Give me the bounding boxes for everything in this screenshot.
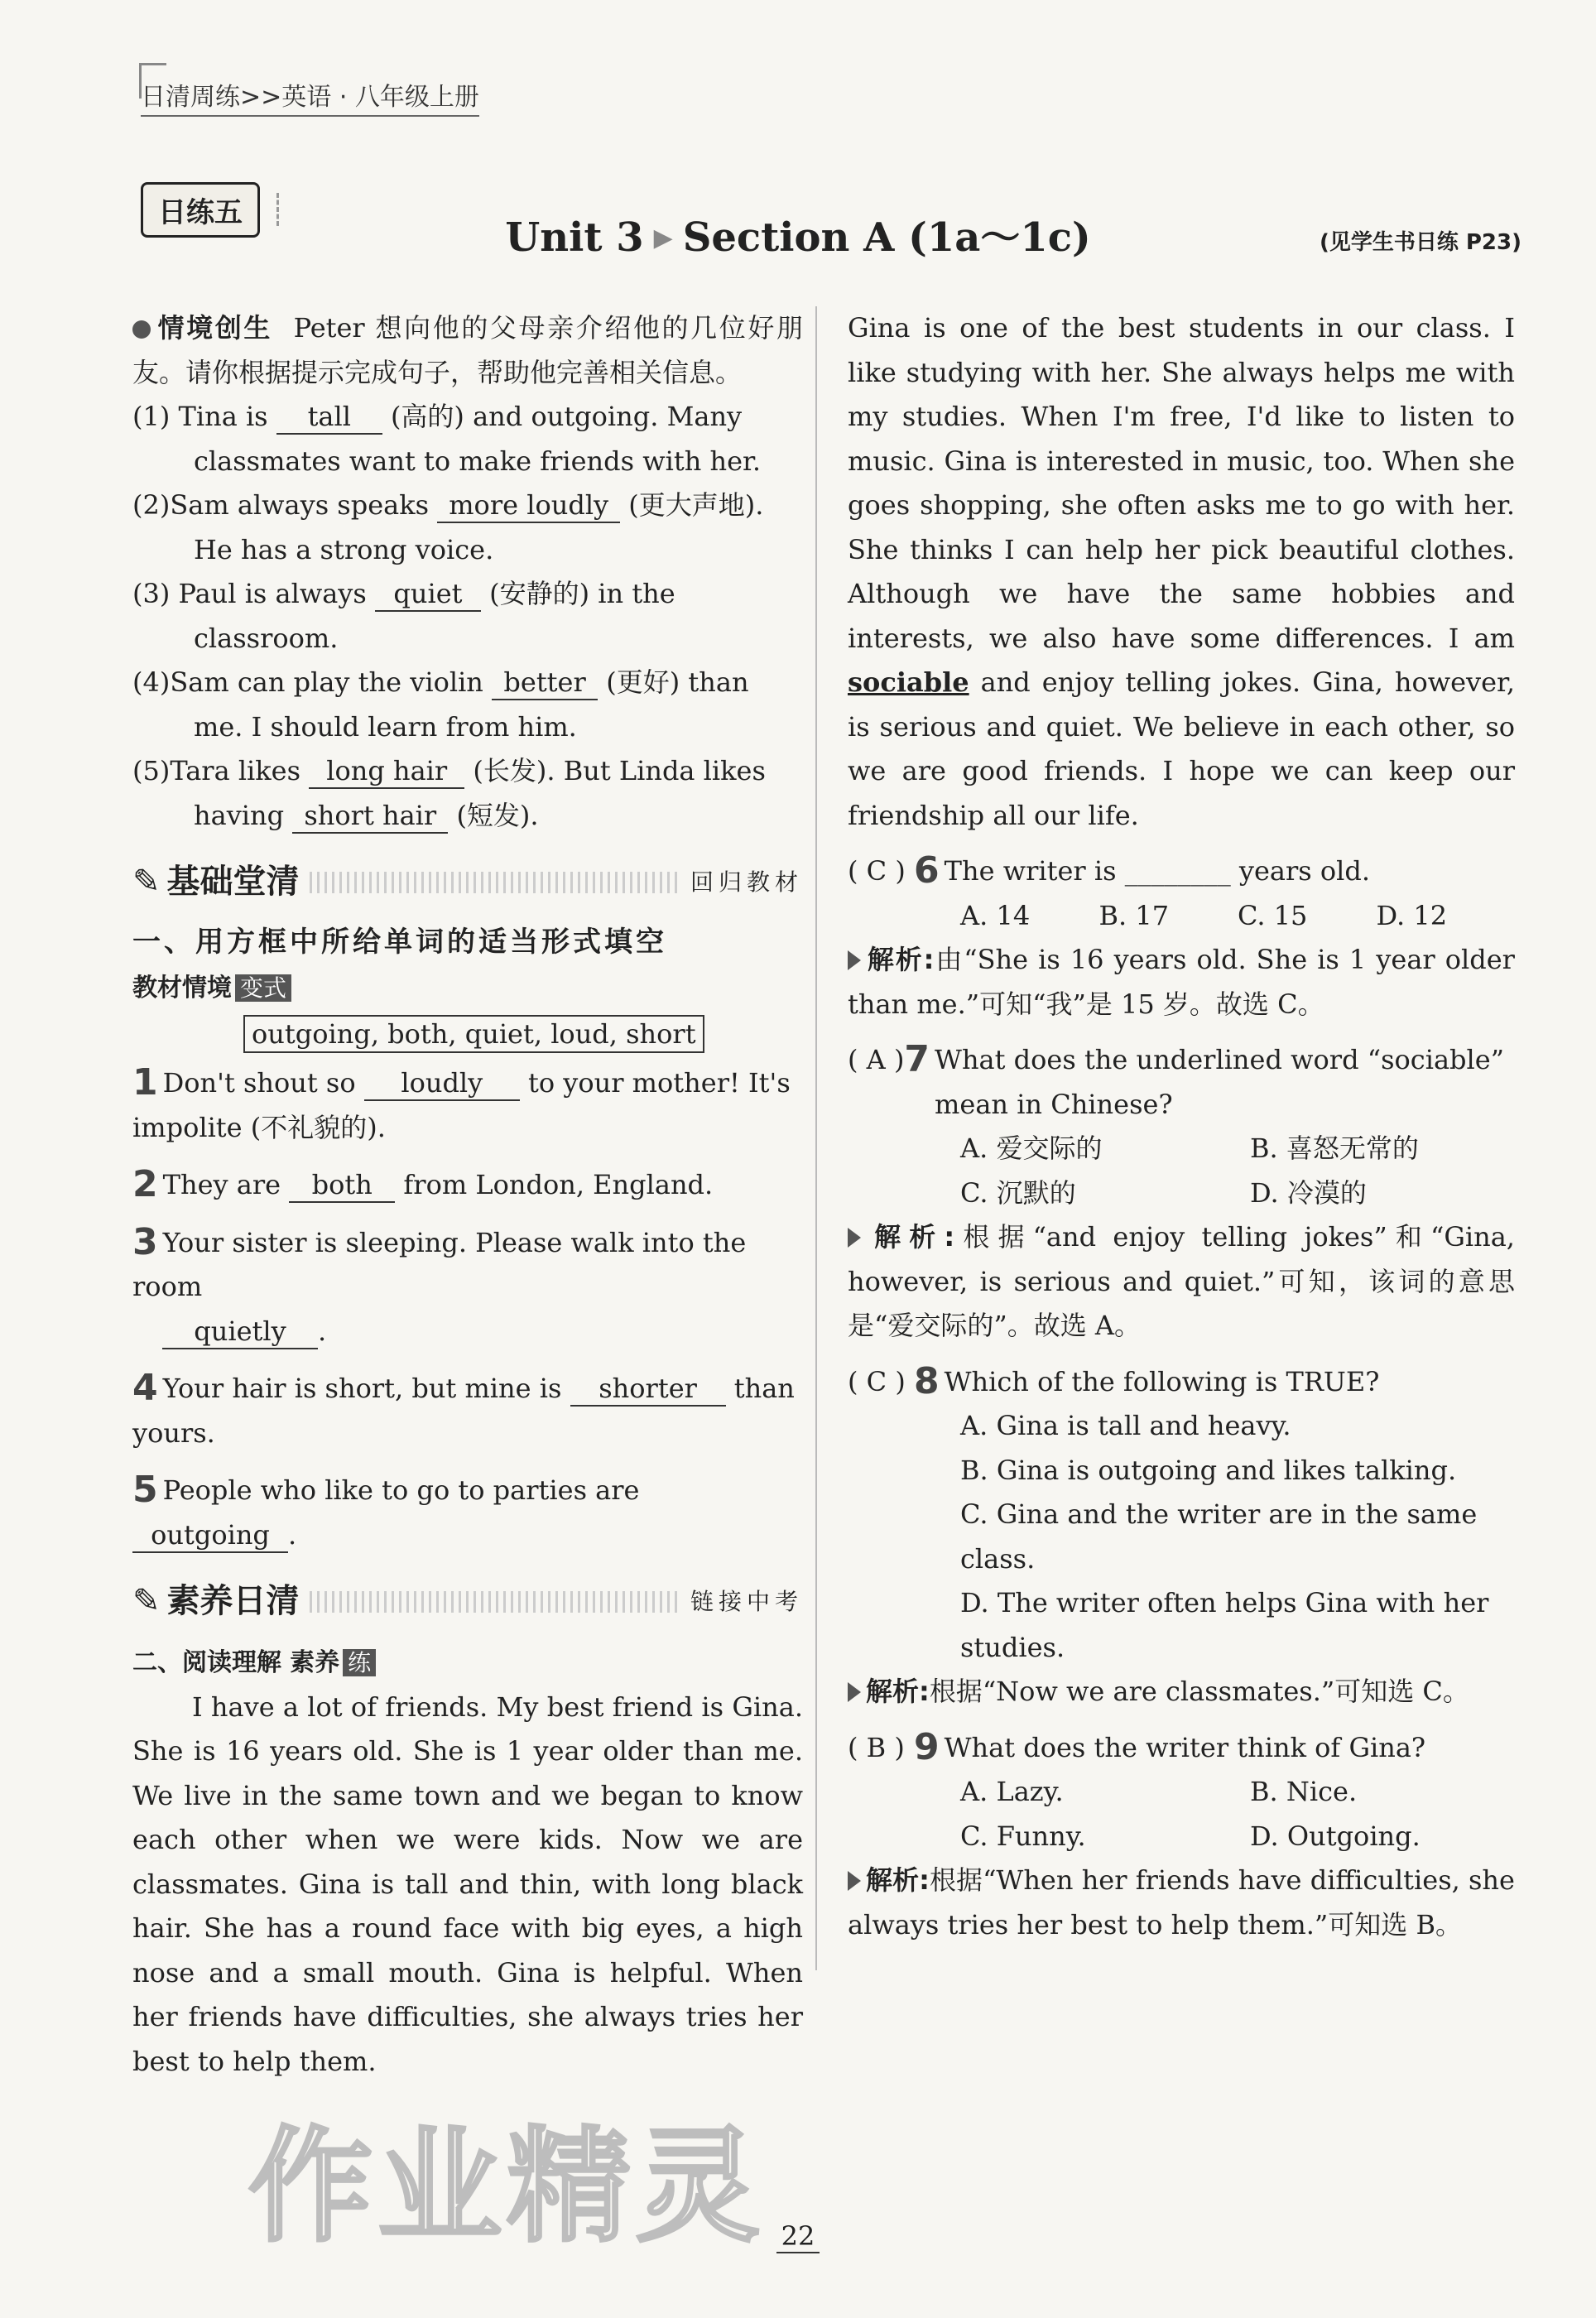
answer-blank: outgoing bbox=[132, 1518, 288, 1553]
option-a: A. Lazy. bbox=[960, 1776, 1064, 1807]
pen-check-icon: ✎ bbox=[132, 1582, 161, 1621]
answer-blank: quiet bbox=[375, 577, 481, 612]
scenario-item-5 bbox=[132, 749, 803, 838]
watermark: 作业精灵 bbox=[248, 2115, 766, 2259]
answer-blank: tall bbox=[276, 400, 382, 435]
item-pre: Sam can play the violin bbox=[170, 666, 483, 698]
header-arrow: >> bbox=[240, 83, 282, 112]
option-a: A. 爱交际的 bbox=[960, 1133, 1103, 1164]
item-post: in the bbox=[598, 578, 675, 609]
question-number: 4 bbox=[132, 1367, 158, 1409]
question-number: 6 bbox=[914, 849, 940, 892]
literacy-tag: 素养 bbox=[290, 1648, 340, 1677]
passage-paragraph-1: I have a lot of friends. My best friend is Gina. She is 16 years old. She is 1 year older than me. We live in the same town and we began to know each other when we were kids. Now we are classmates. Gina is tall and thin, with long black hair. She has a round face with big eyes, a high nose and a small mouth. Gina is helpful. When her friends have difficulties, she always tries her best to help them. bbox=[132, 1690, 803, 2077]
q-post: . bbox=[288, 1518, 297, 1551]
practice-tag: 练 bbox=[343, 1649, 376, 1676]
question-stem: The writer is ________ years old. bbox=[944, 855, 1371, 887]
item-pre: Tina is bbox=[178, 401, 268, 432]
scenario-label: 情境创生 bbox=[156, 312, 273, 344]
literacy-title: 素养日清 bbox=[166, 1582, 300, 1621]
item-num: (2) bbox=[132, 489, 171, 521]
explanation bbox=[848, 1859, 1515, 1947]
option-c: C. 15 bbox=[1238, 899, 1308, 931]
explanation bbox=[848, 938, 1515, 1027]
q-pre: Don't shout so bbox=[162, 1067, 356, 1099]
textbook-tag: 教材情境 bbox=[132, 973, 232, 1003]
bar-fade bbox=[310, 872, 680, 893]
page-number bbox=[0, 2220, 1596, 2252]
variant-tag: 变式 bbox=[235, 974, 291, 1002]
item-line2: classroom. bbox=[194, 622, 339, 654]
pen-check-icon: ✎ bbox=[132, 863, 161, 902]
basic-question-1 bbox=[132, 1058, 803, 1150]
explanation bbox=[848, 1670, 1515, 1714]
item-line2-post: (短发). bbox=[456, 799, 539, 831]
basics-side-label: 回归教材 bbox=[690, 868, 803, 897]
item-pre: Sam always speaks bbox=[170, 489, 430, 521]
question-number: 2 bbox=[132, 1163, 158, 1205]
lightbulb-icon bbox=[132, 320, 151, 339]
option-c: C. Funny. bbox=[960, 1820, 1086, 1852]
item-num: (4) bbox=[132, 666, 171, 698]
item-num: (5) bbox=[132, 755, 171, 786]
underlined-word: sociable bbox=[848, 666, 969, 698]
explanation-label: 解析: bbox=[866, 1221, 955, 1253]
basic-question-2 bbox=[132, 1160, 803, 1208]
item-hint: (长发). But Linda likes bbox=[473, 755, 766, 786]
q-post: . bbox=[318, 1315, 327, 1347]
q-post: to your mother! It's bbox=[527, 1067, 791, 1099]
item-hint: (安静的) bbox=[489, 578, 590, 609]
q-line2: yours. bbox=[132, 1416, 215, 1449]
answer-choice: ( A ) bbox=[848, 1044, 905, 1075]
item-num: (1) bbox=[132, 401, 171, 432]
item-line2: classmates want to make friends with her. bbox=[194, 445, 761, 477]
item-hint: (高的) bbox=[390, 401, 464, 432]
unit-number: Unit 3 bbox=[505, 214, 644, 261]
explanation-text: 根据“When her friends have difficulties, she always tries her best to help them.”可知选 B。 bbox=[848, 1864, 1515, 1940]
question-number: 1 bbox=[132, 1061, 158, 1104]
scenario-item-1 bbox=[132, 395, 803, 483]
item-line2-pre: having bbox=[194, 799, 285, 831]
page-number-text: 22 bbox=[776, 2220, 820, 2253]
question-number: 7 bbox=[904, 1038, 930, 1080]
right-column bbox=[848, 306, 1515, 1947]
explanation bbox=[848, 1215, 1515, 1349]
item-post: than bbox=[688, 666, 749, 698]
question-8 bbox=[848, 1357, 1515, 1714]
explanation-text: 根据“and enjoy telling jokes”和“Gina, however, is serious and quiet.”可知，该词的意思是“爱交际的”。故选 A。 bbox=[848, 1221, 1515, 1341]
scenario-item-2 bbox=[132, 483, 803, 572]
q-post: from London, England. bbox=[403, 1169, 714, 1200]
literacy-side-label: 链接中考 bbox=[690, 1588, 803, 1616]
question-6 bbox=[848, 846, 1515, 1027]
question-stem: Which of the following is TRUE? bbox=[944, 1365, 1380, 1397]
question-number: 9 bbox=[914, 1725, 940, 1768]
option-b: B. 17 bbox=[1098, 899, 1170, 931]
see-student-book: (见学生书日练 P23) bbox=[1319, 230, 1521, 255]
question-number: 5 bbox=[132, 1469, 158, 1511]
left-column bbox=[132, 306, 803, 2084]
answer-blank: quietly bbox=[162, 1315, 318, 1349]
option-b: B. Gina is outgoing and likes talking. bbox=[960, 1454, 1457, 1486]
arrow-icon bbox=[848, 1871, 861, 1891]
question-stem: What does the writer think of Gina? bbox=[944, 1731, 1426, 1763]
item-post: and outgoing. Many bbox=[473, 401, 743, 432]
item-pre: Tara likes bbox=[170, 755, 301, 786]
passage-part-a: Gina is one of the best students in our class. I like studying with her. She always helps me with my studies. When I'm free, I'd like to listen to music. Gina is interested in music, too. When she goes shopping, she often asks me to go with her. She thinks I can help her pick beautiful clothes. Although we have the same hobbies and interests, we also have some differences. I am bbox=[848, 312, 1515, 654]
item-num: (3) bbox=[132, 578, 171, 609]
option-a: A. 14 bbox=[960, 899, 1031, 931]
explanation-label: 解析: bbox=[866, 1864, 930, 1896]
scenario-item-4 bbox=[132, 661, 803, 749]
item-hint: (更大声地). bbox=[628, 489, 764, 521]
arrow-icon bbox=[848, 1228, 861, 1248]
answer-blank: long hair bbox=[309, 754, 464, 789]
answer-choice: ( C ) bbox=[848, 1365, 906, 1397]
passage-part-b: and enjoy telling jokes. Gina, however, is serious and quiet. We believe in each other, so we are good friends. I hope we can keep our friendship all our life. bbox=[848, 666, 1516, 831]
basics-section-bar bbox=[132, 849, 803, 916]
basic-question-3 bbox=[132, 1218, 803, 1354]
day-tag: 日练五 bbox=[141, 182, 260, 238]
item-hint: (更好) bbox=[606, 666, 680, 698]
reading-heading: 二、阅读理解 bbox=[132, 1648, 281, 1677]
option-c: C. Gina and the writer are in the same class. bbox=[960, 1498, 1478, 1575]
question-9 bbox=[848, 1723, 1515, 1948]
scenario-item-3 bbox=[132, 572, 803, 661]
answer-blank: more loudly bbox=[437, 488, 620, 523]
answer-blank: loudly bbox=[364, 1066, 520, 1101]
scenario-intro bbox=[132, 306, 803, 395]
bar-fade bbox=[310, 1591, 680, 1613]
basic-question-5 bbox=[132, 1465, 803, 1557]
q-line2: impolite (不礼貌的). bbox=[132, 1111, 386, 1143]
option-a: A. Gina is tall and heavy. bbox=[960, 1410, 1291, 1441]
passage-paragraph-2 bbox=[848, 306, 1515, 838]
option-b: B. 喜怒无常的 bbox=[1250, 1133, 1419, 1164]
arrow-icon bbox=[848, 1682, 861, 1702]
option-d: D. The writer often helps Gina with her studies. bbox=[960, 1587, 1489, 1663]
explanation-text: 由“She is 16 years old. She is 1 year older than me.”可知“我”是 15 岁。故选 C。 bbox=[848, 944, 1515, 1020]
q-post: than bbox=[733, 1373, 795, 1404]
explanation-label: 解析: bbox=[866, 944, 935, 975]
basic-question-4 bbox=[132, 1363, 803, 1455]
option-d: D. Outgoing. bbox=[1250, 1820, 1421, 1852]
basics-title: 基础堂清 bbox=[166, 863, 300, 902]
q-text: Your sister is sleeping. Please walk into the room bbox=[132, 1226, 747, 1302]
word-box: outgoing, both, quiet, loud, short bbox=[243, 1015, 704, 1053]
book-name: 日清周练 bbox=[141, 83, 240, 112]
option-c: C. 沉默的 bbox=[960, 1176, 1076, 1209]
explanation-label: 解析: bbox=[866, 1676, 930, 1707]
answer-blank: better bbox=[492, 666, 598, 700]
triangle-icon: ▶ bbox=[653, 224, 673, 252]
question-number: 3 bbox=[132, 1220, 158, 1263]
section-label: Section A (1a～1c) bbox=[682, 214, 1091, 261]
item-pre: Paul is always bbox=[178, 578, 367, 609]
option-d: D. 12 bbox=[1376, 899, 1448, 931]
option-b: B. Nice. bbox=[1250, 1776, 1358, 1807]
question-stem: What does the underlined word “sociable” mean in Chinese? bbox=[935, 1044, 1505, 1120]
scenario-text: Peter 想向他的父母亲介绍他的几位好朋友。请你根据提示完成句子，帮助他完善相关信息。 bbox=[132, 312, 803, 388]
q-pre: They are bbox=[162, 1169, 281, 1200]
subject-label: 英语 · 八年级上册 bbox=[281, 83, 479, 112]
answer-choice: ( C ) bbox=[848, 855, 906, 887]
question-number: 8 bbox=[914, 1359, 940, 1402]
q-pre: People who like to go to parties are bbox=[162, 1474, 640, 1506]
column-divider bbox=[815, 306, 817, 1970]
explanation-text: 根据“Now we are classmates.”可知选 C。 bbox=[929, 1676, 1469, 1707]
arrow-icon bbox=[848, 950, 861, 970]
question-7 bbox=[848, 1035, 1515, 1349]
answer-choice: ( B ) bbox=[848, 1731, 905, 1763]
answer-blank: short hair bbox=[292, 799, 448, 834]
item-line2: He has a strong voice. bbox=[194, 533, 494, 565]
item-line2: me. I should learn from him. bbox=[194, 710, 577, 743]
book-header bbox=[141, 76, 479, 113]
answer-blank: both bbox=[289, 1168, 395, 1203]
answer-blank: shorter bbox=[570, 1372, 726, 1407]
basics-heading: 一、用方框中所给单词的适当形式填空 bbox=[132, 926, 667, 959]
option-d: D. 冷漠的 bbox=[1250, 1176, 1367, 1209]
literacy-section-bar bbox=[132, 1569, 803, 1635]
q-pre: Your hair is short, but mine is bbox=[162, 1373, 562, 1404]
